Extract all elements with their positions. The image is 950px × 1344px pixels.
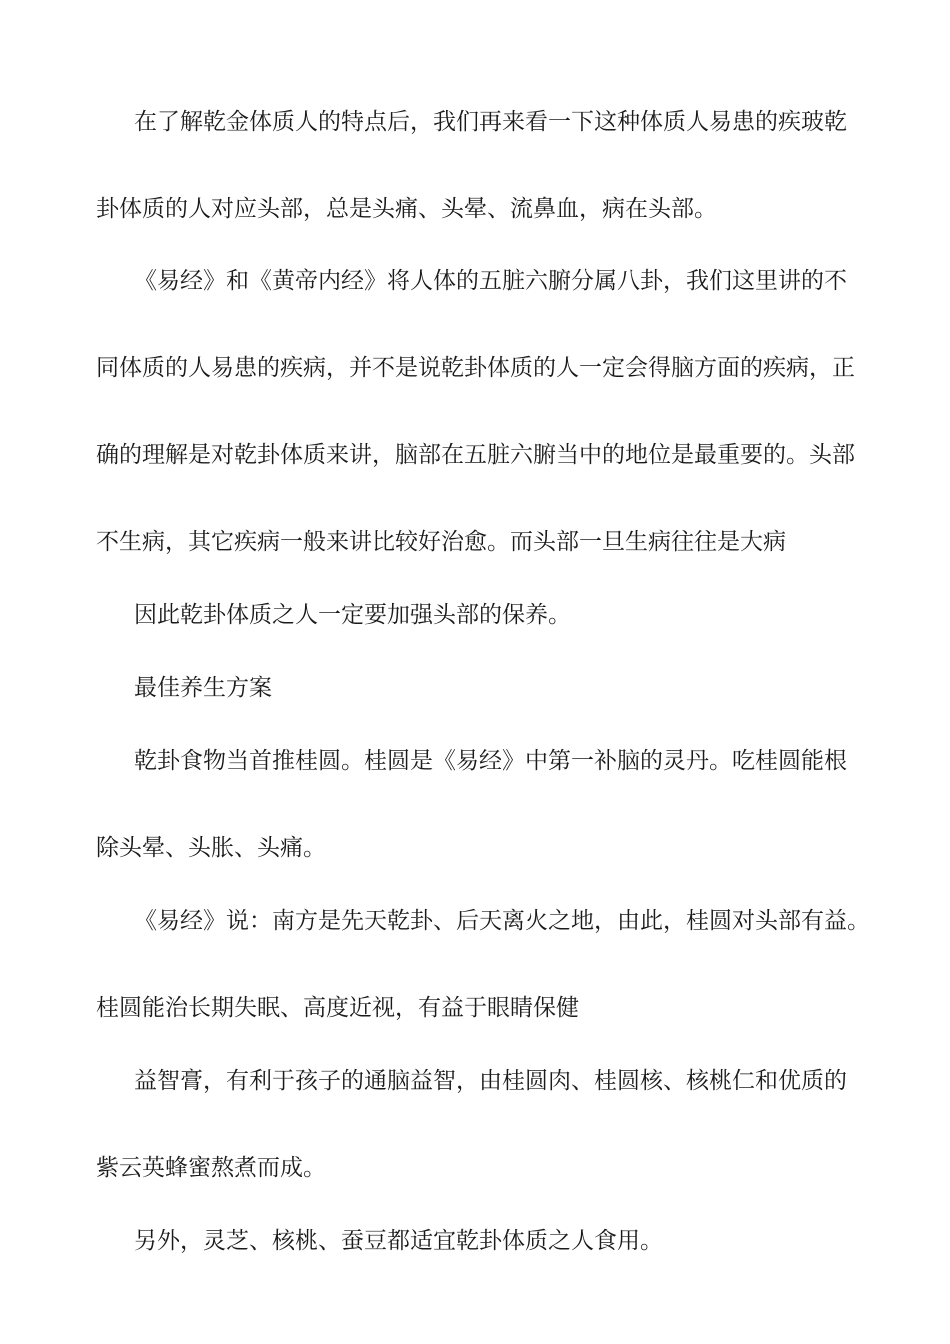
text-line: 除头晕、头胀、头痛。 (96, 835, 326, 861)
section-heading: 最佳养生方案 (134, 675, 272, 701)
text-line: 桂圆能治长期失眠、高度近视，有益于眼睛保健 (96, 995, 579, 1021)
text-line: 《易经》和《黄帝内经》将人体的五脏六腑分属八卦，我们这里讲的不 (134, 268, 847, 294)
text-line: 在了解乾金体质人的特点后，我们再来看一下这种体质人易患的疾玻乾 (134, 109, 847, 135)
text-line: 同体质的人易患的疾病，并不是说乾卦体质的人一定会得脑方面的疾病，正 (96, 355, 855, 381)
text-line: 另外，灵芝、核桃、蚕豆都适宜乾卦体质之人食用。 (134, 1228, 663, 1254)
text-line: 因此乾卦体质之人一定要加强头部的保养。 (134, 602, 571, 628)
text-line: 卦体质的人对应头部，总是头痛、头晕、流鼻血，病在头部。 (96, 196, 717, 222)
text-line: 乾卦食物当首推桂圆。桂圆是《易经》中第一补脑的灵丹。吃桂圆能根 (134, 748, 847, 774)
text-line: 确的理解是对乾卦体质来讲，脑部在五脏六腑当中的地位是最重要的。头部 (96, 442, 855, 468)
text-line: 益智膏，有利于孩子的通脑益智，由桂圆肉、桂圆核、核桃仁和优质的 (134, 1068, 847, 1094)
text-line: 不生病，其它疾病一般来讲比较好治愈。而头部一旦生病往往是大病 (96, 529, 786, 555)
text-line: 紫云英蜂蜜熬煮而成。 (96, 1155, 326, 1181)
text-line: 《易经》说：南方是先天乾卦、后天离火之地，由此，桂圆对头部有益。 (134, 908, 870, 934)
